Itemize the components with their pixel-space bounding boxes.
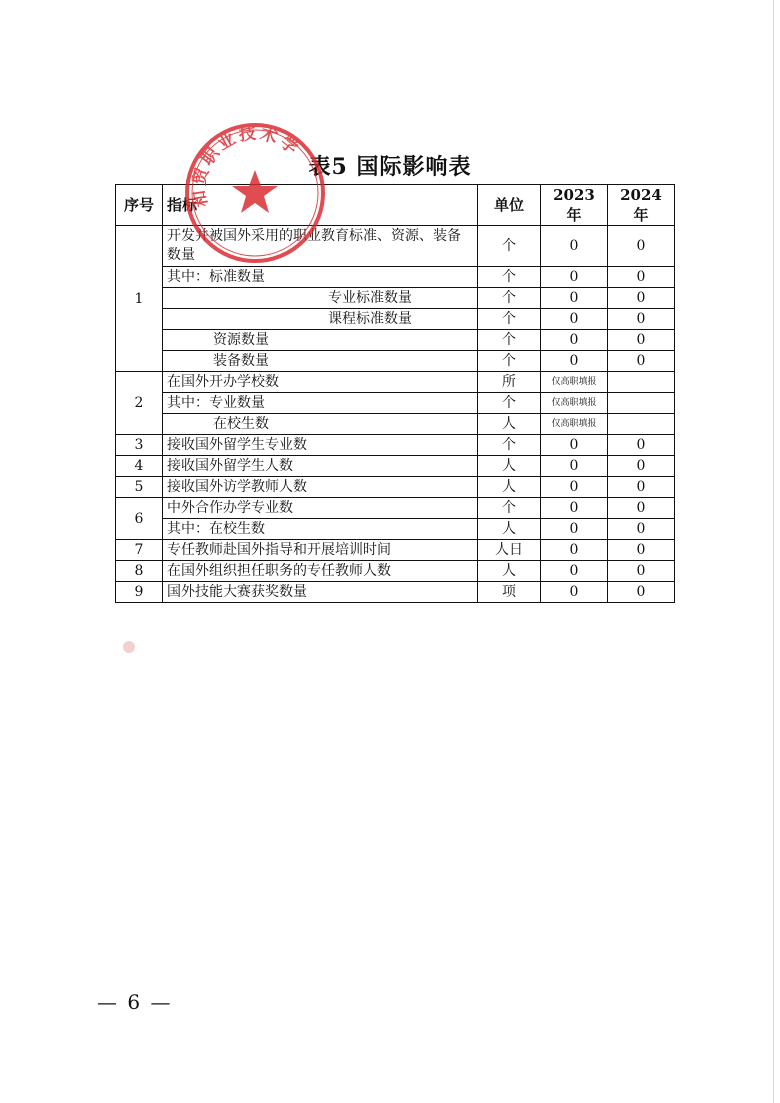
row-unit: 人	[478, 477, 541, 498]
table-row	[116, 393, 675, 414]
row-indicator: 国外技能大赛获奖数量	[163, 582, 478, 603]
header-2024: 2024 年	[608, 185, 675, 226]
row-indicator: 专业标准数量	[163, 288, 478, 309]
row-2024: 0	[608, 456, 675, 477]
row-no: 5	[116, 477, 163, 498]
row-2023: 0	[541, 540, 608, 561]
row-indicator: 其中：专业数量	[163, 393, 478, 414]
table-row	[116, 330, 675, 351]
table-title: 表5 国际影响表	[308, 154, 472, 180]
header-unit: 单位	[478, 185, 541, 226]
table-row	[116, 456, 675, 477]
table-row	[116, 288, 675, 309]
row-indicator: 专任教师赴国外指导和开展培训时间	[163, 540, 478, 561]
row-unit: 个	[478, 267, 541, 288]
row-unit: 人	[478, 519, 541, 540]
row-indicator: 接收国外访学教师人数	[163, 477, 478, 498]
row-unit: 个	[478, 330, 541, 351]
row-2024: 0	[608, 351, 675, 372]
row-indicator: 其中：在校生数	[163, 519, 478, 540]
row-no: 3	[116, 435, 163, 456]
table-row	[116, 561, 675, 582]
page-number: — 6 —	[97, 990, 173, 1014]
row-indicator: 在国外组织担任职务的专任教师人数	[163, 561, 478, 582]
row-2024	[608, 414, 675, 435]
row-2024: 0	[608, 519, 675, 540]
row-2024	[608, 372, 675, 393]
row-no: 4	[116, 456, 163, 477]
row-no: 9	[116, 582, 163, 603]
row-unit: 人日	[478, 540, 541, 561]
row-indicator: 开发并被国外采用的职业教育标准、资源、装备数量	[163, 226, 478, 267]
row-indicator: 装备数量	[163, 351, 478, 372]
row-indicator: 其中：标准数量	[163, 267, 478, 288]
seal-text: 和贸职业技术学	[189, 123, 304, 209]
row-2023: 0	[541, 351, 608, 372]
row-unit: 个	[478, 309, 541, 330]
row-2023: 0	[541, 226, 608, 267]
table-row	[116, 477, 675, 498]
row-2024: 0	[608, 582, 675, 603]
row-2024	[608, 393, 675, 414]
row-2023: 0	[541, 288, 608, 309]
row-unit: 人	[478, 561, 541, 582]
table-row	[116, 435, 675, 456]
header-no: 序号	[116, 185, 163, 226]
row-2023: 0	[541, 582, 608, 603]
row-2024: 0	[608, 540, 675, 561]
row-unit: 个	[478, 351, 541, 372]
table-row	[116, 519, 675, 540]
row-2023: 0	[541, 477, 608, 498]
row-2024: 0	[608, 498, 675, 519]
header-2023: 2023 年	[541, 185, 608, 226]
row-no: 6	[116, 498, 163, 540]
row-unit: 个	[478, 498, 541, 519]
row-indicator: 资源数量	[163, 330, 478, 351]
table-row	[116, 414, 675, 435]
row-unit: 个	[478, 226, 541, 267]
row-no: 2	[116, 372, 163, 435]
row-unit: 个	[478, 288, 541, 309]
table-row	[116, 267, 675, 288]
row-unit: 项	[478, 582, 541, 603]
row-indicator: 中外合作办学专业数	[163, 498, 478, 519]
ink-speck	[118, 636, 140, 658]
row-2023: 仅高职填报	[541, 372, 608, 393]
row-2024: 0	[608, 435, 675, 456]
table-row	[116, 582, 675, 603]
row-2023: 0	[541, 498, 608, 519]
row-indicator: 课程标准数量	[163, 309, 478, 330]
row-no: 1	[116, 226, 163, 372]
row-2023: 0	[541, 561, 608, 582]
header-indicator: 指标	[163, 185, 478, 226]
row-no: 8	[116, 561, 163, 582]
row-2024: 0	[608, 226, 675, 267]
table-row	[116, 372, 675, 393]
table-row	[116, 226, 675, 267]
table-row	[116, 540, 675, 561]
row-no: 7	[116, 540, 163, 561]
international-influence-table	[115, 184, 675, 603]
row-unit: 个	[478, 435, 541, 456]
table-header-row	[116, 185, 675, 226]
row-unit: 人	[478, 456, 541, 477]
row-2024: 0	[608, 309, 675, 330]
row-indicator: 接收国外留学生人数	[163, 456, 478, 477]
row-2023: 0	[541, 330, 608, 351]
row-2023: 0	[541, 435, 608, 456]
row-2024: 0	[608, 267, 675, 288]
row-2023: 0	[541, 456, 608, 477]
row-2023: 0	[541, 267, 608, 288]
row-2023: 仅高职填报	[541, 414, 608, 435]
row-2024: 0	[608, 477, 675, 498]
row-indicator: 在国外开办学校数	[163, 372, 478, 393]
row-2023: 仅高职填报	[541, 393, 608, 414]
row-2023: 0	[541, 309, 608, 330]
row-2023: 0	[541, 519, 608, 540]
row-indicator: 在校生数	[163, 414, 478, 435]
table-row	[116, 498, 675, 519]
row-unit: 所	[478, 372, 541, 393]
table-row	[116, 309, 675, 330]
row-2024: 0	[608, 288, 675, 309]
row-unit: 人	[478, 414, 541, 435]
row-2024: 0	[608, 330, 675, 351]
row-indicator: 接收国外留学生专业数	[163, 435, 478, 456]
table-row	[116, 351, 675, 372]
row-unit: 个	[478, 393, 541, 414]
row-2024: 0	[608, 561, 675, 582]
